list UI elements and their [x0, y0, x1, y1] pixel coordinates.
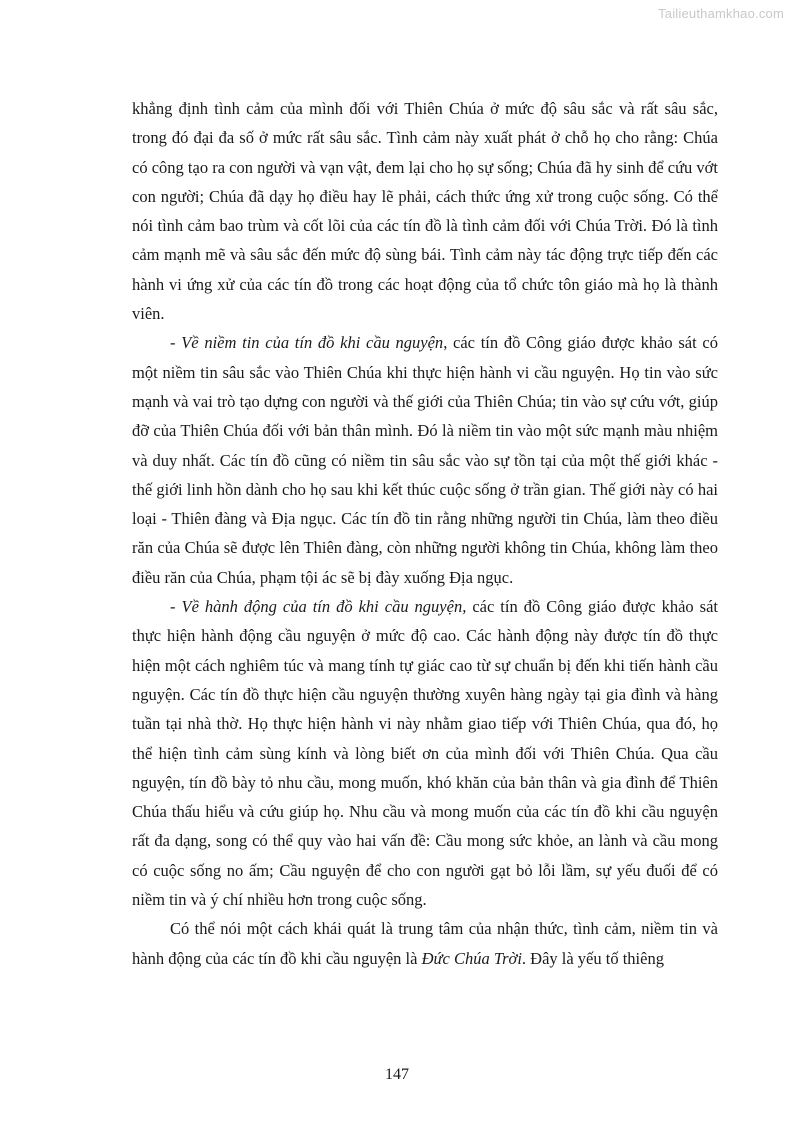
paragraph-4 [132, 914, 718, 973]
paragraph-2-heading: - Về niềm tin của tín đồ khi cầu nguyện [170, 333, 444, 353]
paragraph-3-text: các tín đồ Công giáo được khảo sát thực hiện hành động cầu nguyện ở mức độ cao. Các hành động này được tín đồ thực hiện một cách nghiêm túc và mang tính tự giác cao từ sự chuẩn bị đến khi tiến hành cầu nguyện. Các tín đồ thực hiện cầu nguyện thường xuyên hàng ngày tại gia đình và hàng tuần tại nhà thờ. Họ thực hiện hành vi này nhằm giao tiếp với Thiên Chúa, qua đó, họ thể hiện tình cảm sùng kính và lòng biết ơn của mình đối với Thiên Chúa. Qua cầu nguyện, tín đồ bày tỏ nhu cầu, mong muốn, khó khăn của bản thân và gia đình để Thiên Chúa thấu hiểu và cứu giúp họ. Nhu cầu và mong muốn của các tín đồ khi cầu nguyện rất đa dạng, song có thể quy vào hai vấn đề: Cầu mong sức khỏe, an lành và cầu mong có cuộc sống no ấm; Cầu nguyện để cho con người gạt bỏ lỗi lầm, sự yếu đuối để có niềm tin và ý chí nhiều hơn trong cuộc sống. [132, 597, 718, 910]
watermark: Tailieuthamkhao.com [658, 6, 784, 21]
paragraph-2-text: , các tín đồ Công giáo được khảo sát có một niềm tin sâu sắc vào Thiên Chúa khi thực hiện hành vi cầu nguyện. Họ tin vào sức mạnh và vai trò tạo dựng con người và thế giới của Thiên Chúa; tin vào sự cứu vớt, giúp đỡ của Thiên Chúa đối với bản thân mình. Đó là niềm tin vào một sức mạnh màu nhiệm và duy nhất. Các tín đồ cũng có niềm tin sâu sắc vào sự tồn tại của một thế giới khác - thế giới linh hồn dành cho họ sau khi kết thúc cuộc sống ở trần gian. Thế giới này có hai loại - Thiên đàng và Địa ngục. Các tín đồ tin rằng những người tin Chúa, làm theo điều răn của Chúa sẽ được lên Thiên đàng, còn những người không tin Chúa, không làm theo điều răn của Chúa, phạm tội ác sẽ bị đày xuống Địa ngục. [132, 333, 718, 587]
page-number: 147 [385, 1066, 409, 1083]
paragraph-3 [132, 592, 718, 914]
paragraph-4-text-after: . Đây là yếu tố thiêng [521, 948, 664, 968]
document-body [132, 94, 718, 973]
paragraph-4-text-before: Có thể nói một cách khái quát là trung tâm của nhận thức, tình cảm, niềm tin và hành động của các tín đồ khi cầu nguyện là [132, 919, 718, 968]
paragraph-2 [132, 328, 718, 592]
paragraph-3-heading: - Về hành động của tín đồ khi cầu nguyện, [170, 597, 467, 617]
paragraph-4-italic-term: Đức Chúa Trời [421, 948, 522, 968]
paragraph-1: khẳng định tình cảm của mình đối với Thiên Chúa ở mức độ sâu sắc và rất sâu sắc, trong đó đại đa số ở mức rất sâu sắc. Tình cảm này xuất phát ở chỗ họ cho rằng: Chúa có công tạo ra con người và vạn vật, đem lại cho họ sự sống; Chúa đã hy sinh để cứu vớt con người; Chúa đã dạy họ điều hay lẽ phải, cách thức ứng xử trong cuộc sống. Có thể nói tình cảm bao trùm và cốt lõi của các tín đồ là tình cảm đối với Chúa Trời. Đó là tình cảm mạnh mẽ và sâu sắc đến mức độ sùng bái. Tình cảm này tác động trực tiếp đến các hành vi ứng xử của các tín đồ trong các hoạt động của tổ chức tôn giáo mà họ là thành viên. [132, 99, 718, 324]
